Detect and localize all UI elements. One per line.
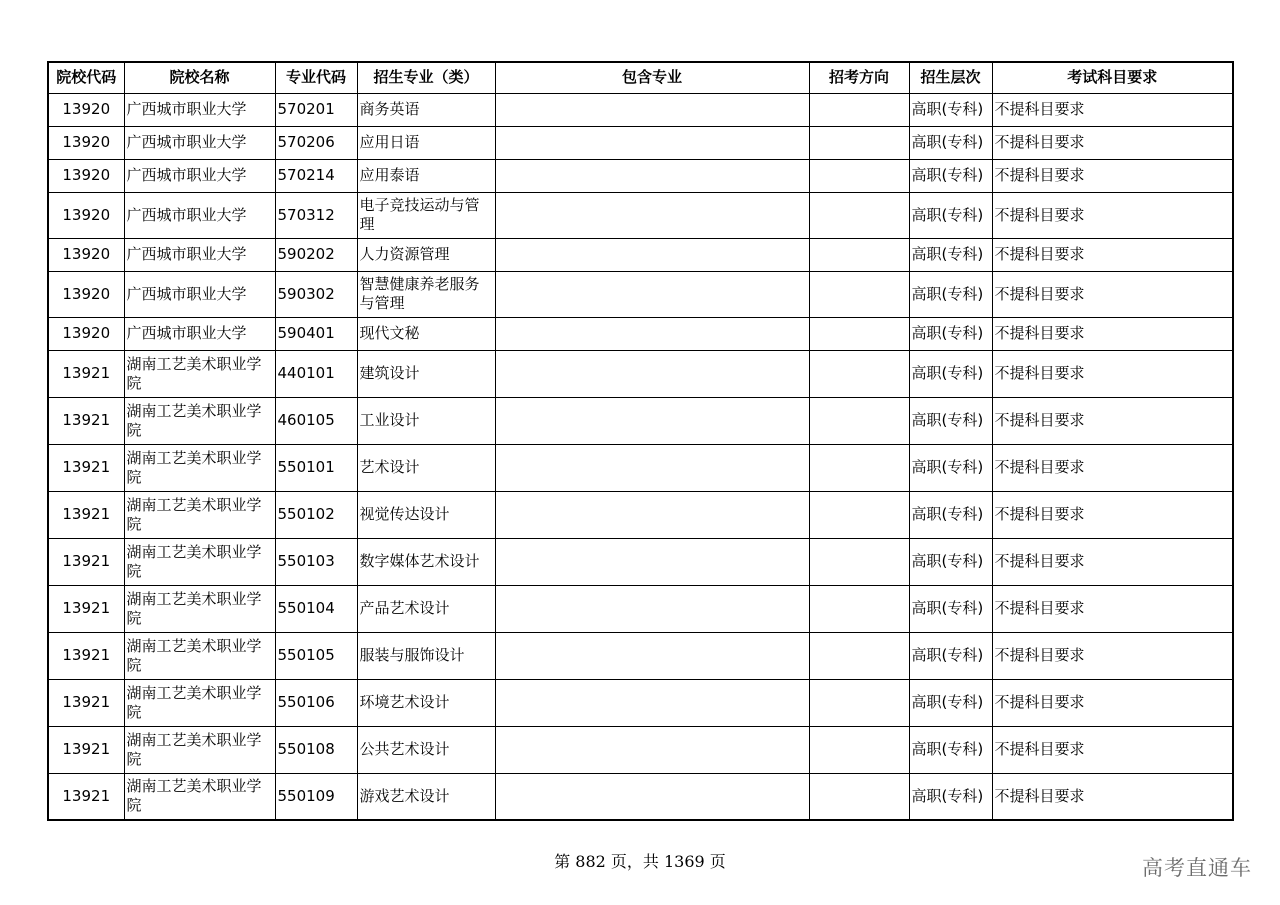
cell-major-code: 590401	[275, 317, 357, 350]
cell-school-code: 13920	[48, 93, 124, 126]
cell-included-majors	[495, 192, 809, 238]
cell-level: 高职(专科)	[909, 538, 992, 585]
cell-direction	[809, 632, 909, 679]
cell-major: 产品艺术设计	[357, 585, 495, 632]
cell-major: 艺术设计	[357, 444, 495, 491]
cell-school-code: 13921	[48, 726, 124, 773]
cell-requirement: 不提科目要求	[992, 397, 1233, 444]
cell-school-name: 湖南工艺美术职业学院	[124, 444, 275, 491]
cell-direction	[809, 444, 909, 491]
cell-school-name: 湖南工艺美术职业学院	[124, 679, 275, 726]
cell-included-majors	[495, 397, 809, 444]
table-row	[48, 632, 1233, 679]
cell-school-code: 13921	[48, 773, 124, 820]
table-row	[48, 192, 1233, 238]
cell-level: 高职(专科)	[909, 679, 992, 726]
table-row	[48, 317, 1233, 350]
cell-level: 高职(专科)	[909, 397, 992, 444]
cell-school-code: 13920	[48, 271, 124, 317]
cell-included-majors	[495, 126, 809, 159]
cell-direction	[809, 271, 909, 317]
watermark: 高考直通车	[1142, 856, 1252, 880]
cell-included-majors	[495, 317, 809, 350]
cell-direction	[809, 93, 909, 126]
cell-requirement: 不提科目要求	[992, 126, 1233, 159]
cell-major: 应用日语	[357, 126, 495, 159]
cell-school-name: 湖南工艺美术职业学院	[124, 773, 275, 820]
cell-major-code: 570206	[275, 126, 357, 159]
cell-school-code: 13921	[48, 397, 124, 444]
table-row	[48, 538, 1233, 585]
cell-school-name: 湖南工艺美术职业学院	[124, 585, 275, 632]
cell-school-name: 湖南工艺美术职业学院	[124, 397, 275, 444]
cell-requirement: 不提科目要求	[992, 585, 1233, 632]
table-row	[48, 585, 1233, 632]
cell-major-code: 550101	[275, 444, 357, 491]
cell-major: 应用泰语	[357, 159, 495, 192]
cell-level: 高职(专科)	[909, 271, 992, 317]
header-requirement: 考试科目要求	[992, 62, 1233, 93]
cell-level: 高职(专科)	[909, 632, 992, 679]
cell-included-majors	[495, 159, 809, 192]
cell-school-name: 广西城市职业大学	[124, 126, 275, 159]
cell-major: 建筑设计	[357, 350, 495, 397]
cell-school-code: 13921	[48, 491, 124, 538]
table-row	[48, 238, 1233, 271]
cell-requirement: 不提科目要求	[992, 93, 1233, 126]
table-row	[48, 491, 1233, 538]
cell-school-code: 13920	[48, 238, 124, 271]
cell-included-majors	[495, 679, 809, 726]
cell-major-code: 550103	[275, 538, 357, 585]
cell-school-code: 13921	[48, 444, 124, 491]
cell-major-code: 550108	[275, 726, 357, 773]
cell-major-code: 570214	[275, 159, 357, 192]
cell-requirement: 不提科目要求	[992, 679, 1233, 726]
cell-direction	[809, 159, 909, 192]
cell-included-majors	[495, 491, 809, 538]
cell-requirement: 不提科目要求	[992, 192, 1233, 238]
cell-major-code: 570201	[275, 93, 357, 126]
cell-included-majors	[495, 726, 809, 773]
cell-included-majors	[495, 585, 809, 632]
table-row	[48, 271, 1233, 317]
cell-major-code: 460105	[275, 397, 357, 444]
cell-requirement: 不提科目要求	[992, 444, 1233, 491]
cell-major: 工业设计	[357, 397, 495, 444]
cell-major-code: 550104	[275, 585, 357, 632]
cell-major-code: 550106	[275, 679, 357, 726]
cell-direction	[809, 773, 909, 820]
cell-level: 高职(专科)	[909, 350, 992, 397]
table-row	[48, 444, 1233, 491]
table-row	[48, 159, 1233, 192]
page-number: 第 882 页，共 1369 页	[554, 852, 726, 871]
cell-school-name: 湖南工艺美术职业学院	[124, 726, 275, 773]
cell-major: 现代文秘	[357, 317, 495, 350]
table-row	[48, 93, 1233, 126]
cell-school-name: 广西城市职业大学	[124, 271, 275, 317]
cell-school-code: 13920	[48, 159, 124, 192]
table-row	[48, 126, 1233, 159]
cell-included-majors	[495, 271, 809, 317]
cell-school-name: 湖南工艺美术职业学院	[124, 350, 275, 397]
cell-level: 高职(专科)	[909, 192, 992, 238]
cell-level: 高职(专科)	[909, 126, 992, 159]
cell-school-code: 13921	[48, 350, 124, 397]
cell-major-code: 440101	[275, 350, 357, 397]
cell-school-code: 13920	[48, 317, 124, 350]
cell-direction	[809, 126, 909, 159]
table-header-row	[48, 62, 1233, 93]
cell-requirement: 不提科目要求	[992, 317, 1233, 350]
cell-requirement: 不提科目要求	[992, 632, 1233, 679]
cell-level: 高职(专科)	[909, 585, 992, 632]
cell-requirement: 不提科目要求	[992, 726, 1233, 773]
cell-major-code: 590202	[275, 238, 357, 271]
cell-requirement: 不提科目要求	[992, 491, 1233, 538]
cell-school-name: 广西城市职业大学	[124, 159, 275, 192]
cell-direction	[809, 538, 909, 585]
cell-direction	[809, 317, 909, 350]
table-row	[48, 726, 1233, 773]
table-row	[48, 773, 1233, 820]
cell-included-majors	[495, 773, 809, 820]
header-included-majors: 包含专业	[495, 62, 809, 93]
cell-included-majors	[495, 93, 809, 126]
cell-included-majors	[495, 538, 809, 585]
header-major: 招生专业（类）	[357, 62, 495, 93]
cell-level: 高职(专科)	[909, 317, 992, 350]
cell-school-code: 13921	[48, 585, 124, 632]
cell-major: 电子竞技运动与管理	[357, 192, 495, 238]
cell-major-code: 550102	[275, 491, 357, 538]
cell-level: 高职(专科)	[909, 444, 992, 491]
header-school-name: 院校名称	[124, 62, 275, 93]
cell-school-name: 广西城市职业大学	[124, 93, 275, 126]
cell-school-code: 13920	[48, 192, 124, 238]
cell-direction	[809, 192, 909, 238]
header-major-code: 专业代码	[275, 62, 357, 93]
cell-school-name: 广西城市职业大学	[124, 317, 275, 350]
cell-requirement: 不提科目要求	[992, 773, 1233, 820]
header-school-code: 院校代码	[48, 62, 124, 93]
cell-direction	[809, 726, 909, 773]
cell-direction	[809, 679, 909, 726]
cell-major-code: 550109	[275, 773, 357, 820]
cell-major: 人力资源管理	[357, 238, 495, 271]
cell-major: 服装与服饰设计	[357, 632, 495, 679]
cell-major: 视觉传达设计	[357, 491, 495, 538]
table-row	[48, 397, 1233, 444]
cell-major-code: 570312	[275, 192, 357, 238]
cell-included-majors	[495, 238, 809, 271]
cell-included-majors	[495, 350, 809, 397]
cell-requirement: 不提科目要求	[992, 271, 1233, 317]
table-row	[48, 679, 1233, 726]
cell-level: 高职(专科)	[909, 159, 992, 192]
header-direction: 招考方向	[809, 62, 909, 93]
cell-school-name: 湖南工艺美术职业学院	[124, 632, 275, 679]
cell-included-majors	[495, 632, 809, 679]
cell-school-name: 广西城市职业大学	[124, 238, 275, 271]
cell-requirement: 不提科目要求	[992, 238, 1233, 271]
cell-school-code: 13920	[48, 126, 124, 159]
cell-major-code: 590302	[275, 271, 357, 317]
cell-major: 环境艺术设计	[357, 679, 495, 726]
cell-direction	[809, 238, 909, 271]
cell-requirement: 不提科目要求	[992, 538, 1233, 585]
table-row	[48, 350, 1233, 397]
cell-school-name: 湖南工艺美术职业学院	[124, 538, 275, 585]
cell-school-name: 广西城市职业大学	[124, 192, 275, 238]
cell-level: 高职(专科)	[909, 491, 992, 538]
cell-level: 高职(专科)	[909, 773, 992, 820]
cell-school-code: 13921	[48, 632, 124, 679]
cell-direction	[809, 397, 909, 444]
cell-requirement: 不提科目要求	[992, 350, 1233, 397]
cell-major: 智慧健康养老服务与管理	[357, 271, 495, 317]
cell-direction	[809, 350, 909, 397]
cell-included-majors	[495, 444, 809, 491]
cell-major: 游戏艺术设计	[357, 773, 495, 820]
cell-school-code: 13921	[48, 679, 124, 726]
cell-school-name: 湖南工艺美术职业学院	[124, 491, 275, 538]
cell-level: 高职(专科)	[909, 726, 992, 773]
cell-level: 高职(专科)	[909, 238, 992, 271]
cell-direction	[809, 585, 909, 632]
cell-school-code: 13921	[48, 538, 124, 585]
cell-direction	[809, 491, 909, 538]
cell-major: 数字媒体艺术设计	[357, 538, 495, 585]
cell-requirement: 不提科目要求	[992, 159, 1233, 192]
cell-major-code: 550105	[275, 632, 357, 679]
cell-level: 高职(专科)	[909, 93, 992, 126]
cell-major: 公共艺术设计	[357, 726, 495, 773]
cell-major: 商务英语	[357, 93, 495, 126]
admissions-table	[47, 61, 1234, 821]
table-body	[48, 93, 1233, 820]
header-level: 招生层次	[909, 62, 992, 93]
